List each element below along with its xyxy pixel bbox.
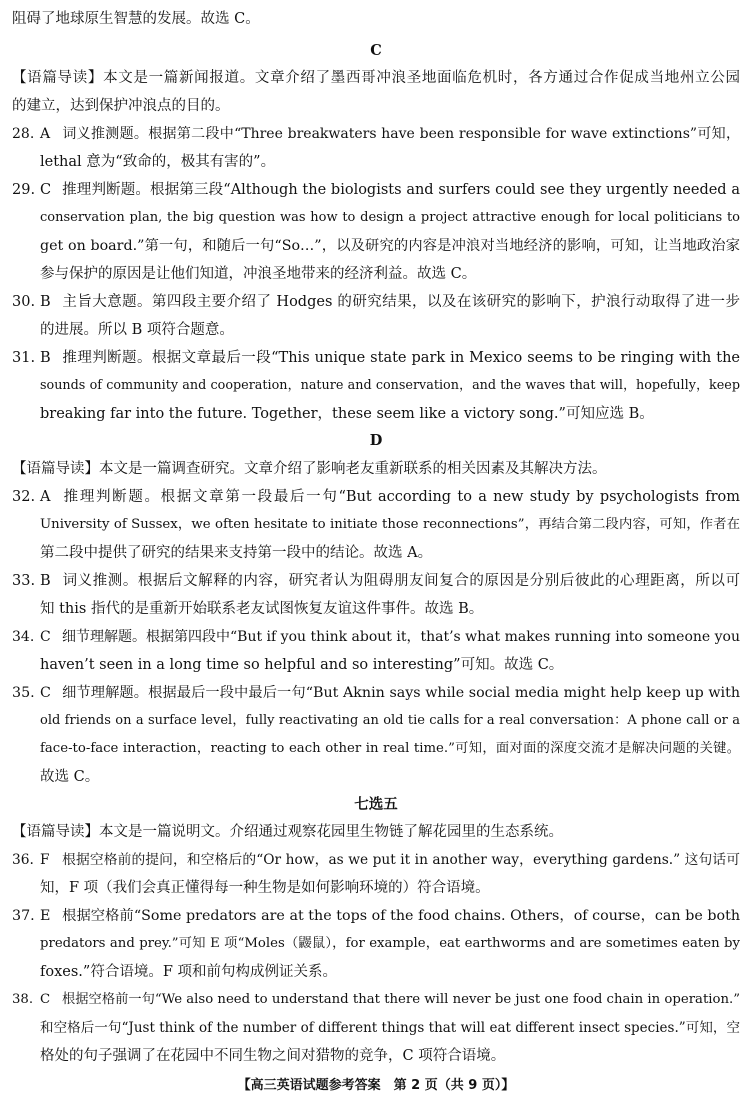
answer-item-31 — [12, 344, 740, 372]
question-number: 30. — [12, 294, 36, 310]
explanation-text: 推理判断题。根据文章第一段最后一句“But according to a new study by psychologists from — [62, 489, 740, 505]
explanation-text: 词义推测题。根据第二段中“Three breakwaters have been responsible for wave extinctions”可知， — [62, 126, 740, 142]
answer-letter: C — [40, 685, 51, 701]
answer-letter: A — [40, 126, 51, 142]
passage-guide-seven-choose-five: 【语篇导读】本文是一篇说明文。介绍通过观察花园里生物链了解花园里的生态系统。 — [12, 824, 563, 840]
answer-item-28 — [12, 120, 740, 148]
answer-item-32 — [12, 483, 740, 511]
question-number: 32. — [12, 489, 36, 505]
question-number: 34. — [12, 629, 35, 645]
explanation-text: 根据空格前的提问，和空格后的“Or how，as we put it in another way，everything gardens.” 这句话可 — [62, 852, 740, 868]
explanation-text: 细节理解题。根据最后一段中最后一句“But Aknin says while social media might help keep up with — [62, 685, 740, 701]
section-heading-seven-choose-five: 七选五 — [354, 796, 398, 813]
answer-item-35 — [12, 679, 740, 707]
text-line: face-to-face interaction，reacting to each other in real time.”可知，面对面的深度交流才是解决问题的关键。 — [40, 741, 740, 756]
text-line: 格处的句子强调了在花园中不同生物之间对猎物的竞争，C 项符合语境。 — [40, 1048, 506, 1064]
explanation-text: 推理判断题。根据第三段“Although the biologists and surfers could see they urgently needed a — [62, 182, 740, 198]
answer-letter: C — [40, 992, 51, 1007]
text-line: 知 this 指代的是重新开始联系老友试图恢复友谊这件事件。故选 B。 — [40, 601, 484, 617]
answer-item-29 — [12, 176, 740, 204]
text-line: 的进展。所以 B 项符合题意。 — [40, 322, 234, 338]
text-line: conservation plan, the big question was how to design a project attractive enough for local politicians to — [40, 210, 740, 225]
text-line: old friends on a surface level，fully reactivating an old tie calls for a real conversation：A phone call or a — [40, 713, 740, 728]
answer-letter: F — [40, 852, 50, 868]
explanation-text: 推理判断题。根据文章最后一段“This unique state park in Mexico seems to be ringing with the — [62, 350, 740, 366]
question-number: 35. — [12, 685, 35, 701]
page-footer: 【高三英语试题参考答案 第 2 页（共 9 页）】 — [237, 1078, 515, 1093]
answer-item-30 — [12, 288, 740, 316]
answer-letter: C — [40, 629, 51, 645]
answer-item-38 — [12, 986, 740, 1014]
question-number: 36. — [12, 852, 34, 868]
text-line: sounds of community and cooperation，nature and conservation，and the waves that will，hopefully，keep — [40, 378, 740, 393]
passage-guide-d: 【语篇导读】本文是一篇调查研究。文章介绍了影响老友重新联系的相关因素及其解决方法。 — [12, 461, 607, 477]
explanation-text: 主旨大意题。第四段主要介绍了 Hodges 的研究结果，以及在该研究的影响下，护浪行动取得了进一步 — [62, 294, 740, 310]
question-number: 31. — [12, 350, 36, 366]
text-line: 故选 C。 — [40, 769, 100, 785]
answer-item-34 — [12, 623, 740, 651]
text-line: 知，F 项（我们会真正懂得每一种生物是如何影响环境的）符合语境。 — [40, 880, 490, 896]
explanation-text: 细节理解题。根据第四段中“But if you think about it，that’s what makes running into someone you — [62, 629, 740, 645]
text-line: haven’t seen in a long time so helpful and so interesting”可知。故选 C。 — [40, 657, 564, 673]
text-line: breaking far into the future. Together，these seem like a victory song.”可知应选 B。 — [40, 406, 654, 422]
question-number: 33. — [12, 573, 36, 589]
question-number: 38. — [12, 992, 34, 1007]
text-line: University of Sussex，we often hesitate to initiate those reconnections”，再结合第二段内容，可知，作者在 — [40, 517, 740, 532]
passage-guide-c: 【语篇导读】本文是一篇新闻报道。文章介绍了墨西哥冲浪圣地面临危机时，各方通过合作促成当地州立公园 — [12, 70, 740, 86]
text-line: 的建立，达到保护冲浪点的目的。 — [12, 98, 230, 114]
answer-item-33 — [12, 567, 740, 595]
text-line: predators and prey.”可知 E 项“Moles（鼹鼠），for example，eat earthworms and are sometimes eaten by — [40, 936, 740, 951]
answer-item-37 — [12, 902, 740, 930]
answer-letter: C — [40, 182, 52, 198]
answer-letter: E — [40, 908, 51, 924]
answer-item-36 — [12, 846, 740, 874]
text-line: 参与保护的原因是让他们知道，冲浪圣地带来的经济利益。故选 C。 — [40, 266, 477, 282]
text-line: lethal 意为“致命的，极其有害的”。 — [40, 154, 276, 170]
section-heading-c: C — [370, 42, 382, 59]
answer-letter: B — [40, 350, 51, 366]
explanation-text: 根据空格前一句“We also need to understand that there will never be just one food chain in operation.” — [62, 992, 740, 1007]
text-line: get on board.”第一句，和随后一句“So…”，以及研究的内容是冲浪对当地经济的影响，可知，让当地政治家 — [40, 238, 740, 254]
answer-letter: A — [40, 489, 51, 505]
section-heading-d: D — [369, 432, 383, 449]
answer-letter: B — [40, 573, 51, 589]
text-line: foxes.”符合语境。F 项和前句构成例证关系。 — [40, 964, 337, 980]
question-number: 28. — [12, 126, 35, 142]
explanation-text: 词义推测。根据后文解释的内容，研究者认为阻碍朋友间复合的原因是分别后彼此的心理距离，所以可 — [62, 573, 740, 589]
text-line: 和空格后一句“Just think of the number of different things that will eat different insect species.”可知，空 — [40, 1020, 740, 1036]
answer-letter: B — [40, 294, 51, 310]
question-number: 29. — [12, 182, 36, 198]
explanation-text: 根据空格前“Some predators are at the tops of the food chains. Others，of course，can be both — [62, 908, 740, 924]
text-line: 阻碍了地球原生智慧的发展。故选 C。 — [12, 11, 260, 27]
text-line: 第二段中提供了研究的结果来支持第一段中的结论。故选 A。 — [40, 545, 433, 561]
question-number: 37. — [12, 908, 35, 924]
